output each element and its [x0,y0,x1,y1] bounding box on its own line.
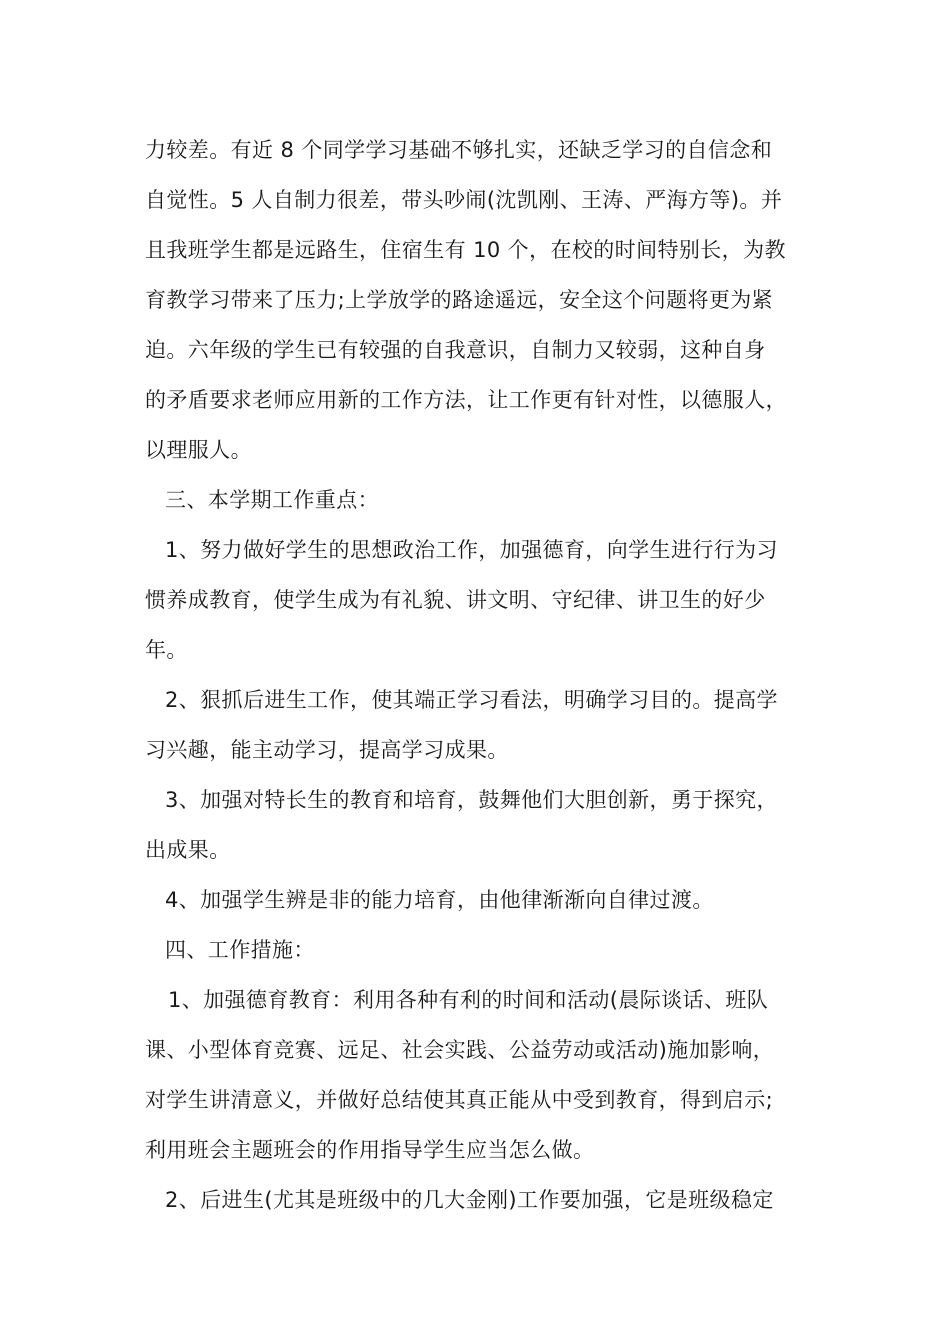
text-line: 对学生讲清意义，并做好总结使其真正能从中受到教育，得到启示; [145,1088,774,1112]
text-line: 力较差。有近 8 个同学学习基础不够扎实，还缺乏学习的自信念和 [145,138,773,162]
text-line: 2、狠抓后进生工作，使其端正学习看法，明确学习目的。提高学 [165,688,778,712]
text-line: 以理服人。 [145,438,252,462]
text-line: 4、加强学生辨是非的能力培育，由他律渐渐向自律过渡。 [165,888,714,912]
text-line: 1、加强德育教育：利用各种有利的时间和活动(晨际谈话、班队 [168,988,769,1012]
text-line: 出成果。 [145,838,231,862]
text-line: 的矛盾要求老师应用新的工作方法，让工作更有针对性，以德服人， [145,388,787,412]
section-heading: 三、本学期工作重点： [165,488,379,512]
text-line: 习兴趣，能主动学习，提高学习成果。 [145,738,509,762]
text-line: 自觉性。5 人自制力很差，带头吵闹(沈凯刚、王涛、严海方等)。并 [145,188,783,212]
text-line: 1、努力做好学生的思想政治工作，加强德育，向学生进行行为习 [165,538,778,562]
text-line: 惯养成教育，使学生成为有礼貌、讲文明、守纪律、讲卫生的好少 [145,588,766,612]
text-line: 育教学习带来了压力;上学放学的路途遥远，安全这个问题将更为紧 [145,288,774,312]
text-line: 2、后进生(尤其是班级中的几大金刚)工作要加强，它是班级稳定 [165,1188,774,1212]
text-line: 3、加强对特长生的教育和培育，鼓舞他们大胆创新，勇于探究， [165,788,778,812]
text-line: 年。 [145,638,188,662]
text-line: 课、小型体育竞赛、远足、社会实践、公益劳动或活动)施加影响， [145,1038,775,1062]
section-heading: 四、工作措施： [165,938,315,962]
text-line: 迫。六年级的学生已有较强的自我意识，自制力又较弱，这种自身 [145,338,766,362]
text-line: 利用班会主题班会的作用指导学生应当怎么做。 [145,1138,595,1162]
text-line: 且我班学生都是远路生，住宿生有 10 个，在校的时间特别长，为教 [145,238,786,262]
